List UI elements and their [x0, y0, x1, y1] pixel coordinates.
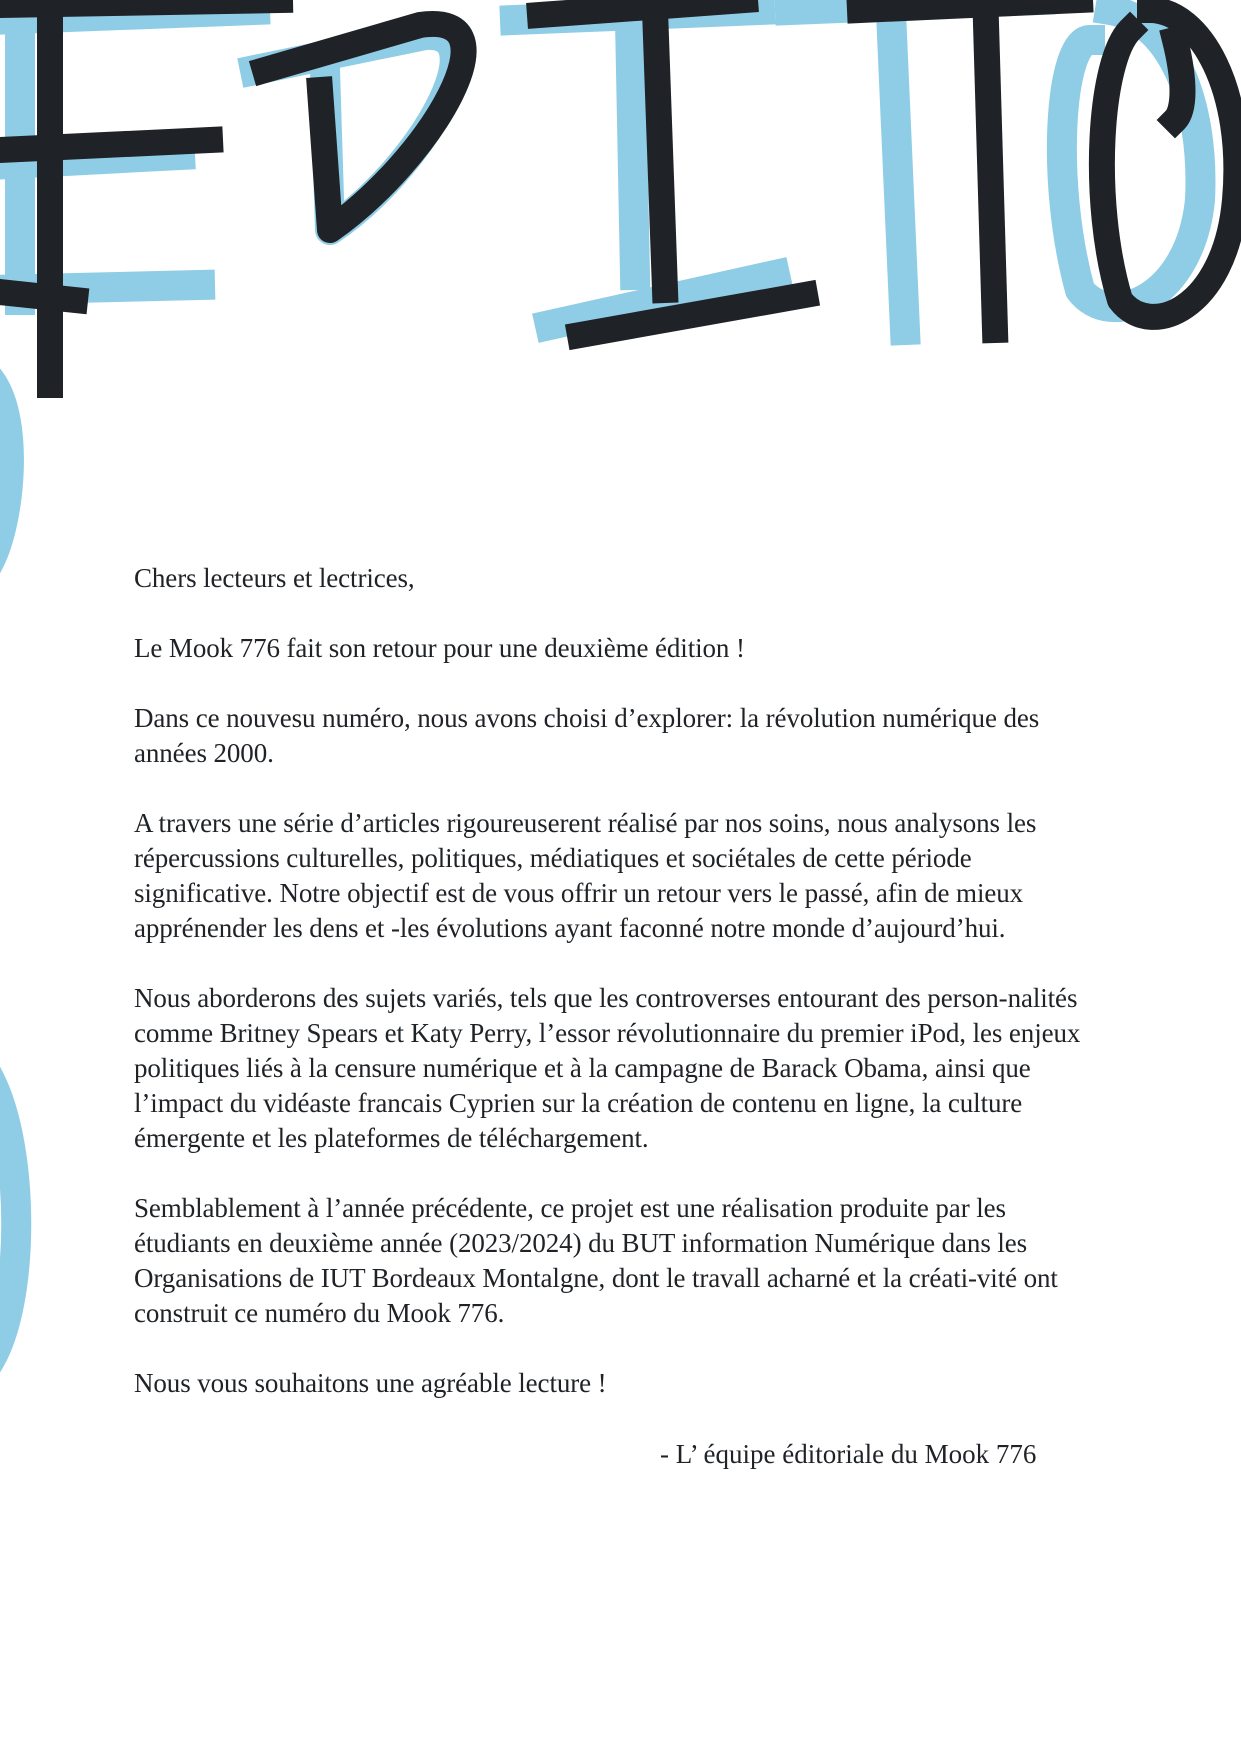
- letter-paragraph: Le Mook 776 fait son retour pour une deuxième édition !: [134, 633, 745, 663]
- letter-greeting: Chers lecteurs et lectrices,: [134, 563, 415, 593]
- letter-signature: - L’ équipe éditoriale du Mook 776: [660, 1439, 1037, 1469]
- letter-paragraph: A travers une série d’articles rigoureuserent réalisé par nos soins, nous analysons les répercussions culturelles, politiques, médiatiques et sociétales de cette période significative. Notre objectif est de vous offrir un retour vers le passé, afin de mieux apprénender les dens et -les évolutions ayant faconné notre monde d’aujourd’hui.: [134, 808, 1037, 943]
- letter-paragraph: Nous aborderons des sujets variés, tels que les controverses entourant des person-nalités comme Britney Spears et Katy Perry, l’essor révolutionnaire du premier iPod, les enjeux politiques liés à la censure numérique et à la campagne de Barack Obama, ainsi que l’impact du vidéaste francais Cyprien sur la création de contenu en ligne, la culture émergente et les plateformes de téléchargement.: [134, 983, 1081, 1153]
- letter-paragraph: Nous vous souhaitons une agréable lecture !: [134, 1368, 607, 1398]
- editorial-letter: [134, 561, 1094, 1436]
- letter-paragraph: Dans ce nouvesu numéro, nous avons choisi d’explorer: la révolution numérique des années 2000.: [134, 703, 1040, 768]
- letter-paragraph: Semblablement à l’année précédente, ce projet est une réalisation produite par les étudiants en deuxième année (2023/2024) du BUT information Numérique dans les Organisations de IUT Bordeaux Montalgne, dont le travall acharné et la créati-vité ont construit ce numéro du Mook 776.: [134, 1193, 1058, 1328]
- edito-ink-strokes: [0, 0, 1236, 385]
